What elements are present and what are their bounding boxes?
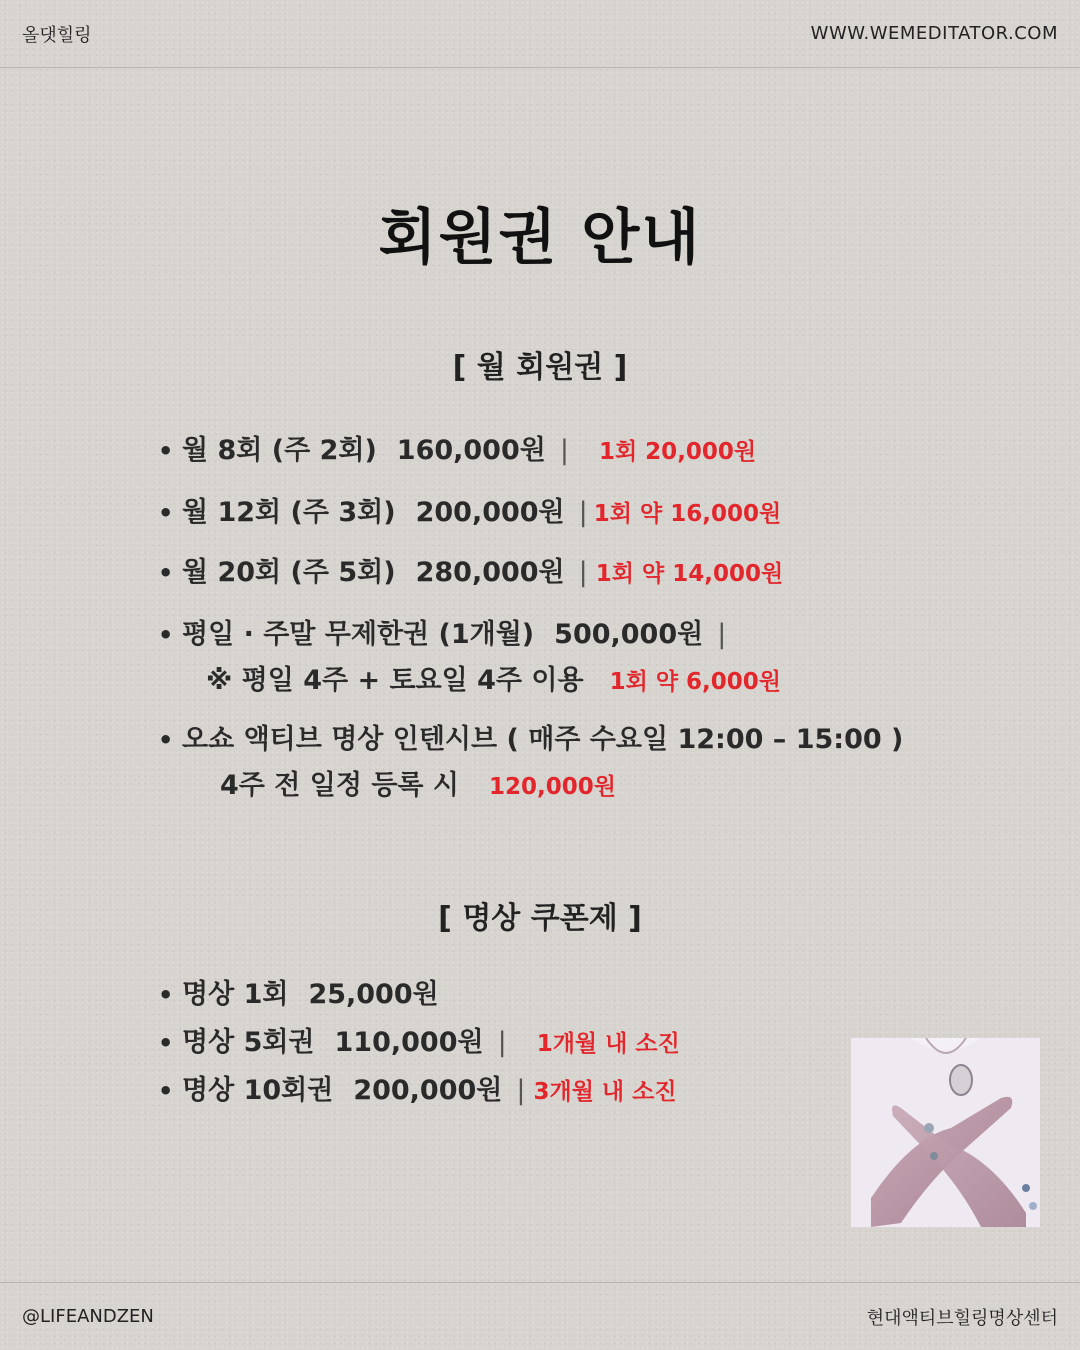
- bullet-icon: •: [158, 726, 174, 754]
- separator: |: [516, 1075, 526, 1106]
- separator: |: [578, 497, 588, 528]
- bullet-icon: •: [158, 499, 174, 527]
- brand-label: 올댓힐링: [22, 24, 92, 46]
- separator: |: [717, 619, 727, 650]
- item-label: 오쇼 액티브 명상 인텐시브 ( 매주 수요일 12:00 – 15:00 ): [182, 724, 904, 755]
- item-note: 1회 약 16,000원: [593, 501, 782, 527]
- monthly-section-heading: [ 월 회원권 ]: [452, 350, 628, 385]
- meditation-hands-image: [851, 1038, 1040, 1227]
- bullet-icon: •: [158, 981, 174, 1009]
- bottom-bar: [0, 1282, 1080, 1350]
- list-item-sub: [220, 763, 616, 802]
- list-item-sub: [206, 658, 781, 697]
- list-item: [158, 972, 439, 1011]
- item-sub-label: ※ 평일 4주 + 토요일 4주 이용: [206, 665, 584, 696]
- center-name: 현대액티브힐링명상센터: [866, 1307, 1058, 1329]
- item-label: 월 12회 (주 3회): [182, 497, 396, 528]
- item-label: 월 20회 (주 5회): [182, 557, 396, 588]
- item-note: 1개월 내 소진: [536, 1031, 680, 1057]
- list-item: [158, 1020, 680, 1059]
- item-label: 명상 5회권: [182, 1027, 315, 1058]
- separator: |: [559, 435, 569, 466]
- item-price: 500,000원: [554, 619, 704, 650]
- item-note: 3개월 내 소진: [533, 1079, 677, 1105]
- separator: |: [497, 1027, 507, 1058]
- item-label: 명상 1회: [182, 979, 289, 1010]
- separator: |: [578, 557, 588, 588]
- item-label: 명상 10회권: [182, 1075, 334, 1106]
- top-bar: [0, 0, 1080, 68]
- website-link[interactable]: WWW.WEMEDITATOR.COM: [810, 23, 1058, 44]
- coupon-section-heading: [ 명상 쿠폰제 ]: [438, 901, 642, 936]
- list-item: [158, 490, 781, 529]
- list-item: [158, 428, 756, 467]
- item-sub-label: 4주 전 일정 등록 시: [220, 770, 459, 801]
- item-label: 평일 · 주말 무제한권 (1개월): [182, 619, 535, 650]
- item-note: 120,000원: [488, 774, 616, 800]
- item-price: 160,000원: [396, 435, 546, 466]
- item-note: 1회 약 6,000원: [609, 669, 782, 695]
- item-note: 1회 약 14,000원: [595, 561, 784, 587]
- bullet-icon: •: [158, 437, 174, 465]
- item-price: 110,000원: [334, 1027, 484, 1058]
- bullet-icon: •: [158, 1029, 174, 1057]
- item-price: 280,000원: [415, 557, 565, 588]
- item-label: 월 8회 (주 2회): [182, 435, 377, 466]
- list-item: [158, 1068, 677, 1107]
- page-title: 회원권 안내: [378, 203, 702, 273]
- item-price: 25,000원: [308, 979, 439, 1010]
- list-item: [158, 612, 740, 651]
- list-item: [158, 717, 903, 756]
- item-price: 200,000원: [353, 1075, 503, 1106]
- social-handle[interactable]: @LIFEANDZEN: [22, 1306, 154, 1327]
- bullet-icon: •: [158, 1077, 174, 1105]
- item-price: 200,000원: [415, 497, 565, 528]
- list-item: [158, 550, 783, 589]
- item-note: 1회 20,000원: [598, 439, 757, 465]
- bullet-icon: •: [158, 621, 174, 649]
- bullet-icon: •: [158, 559, 174, 587]
